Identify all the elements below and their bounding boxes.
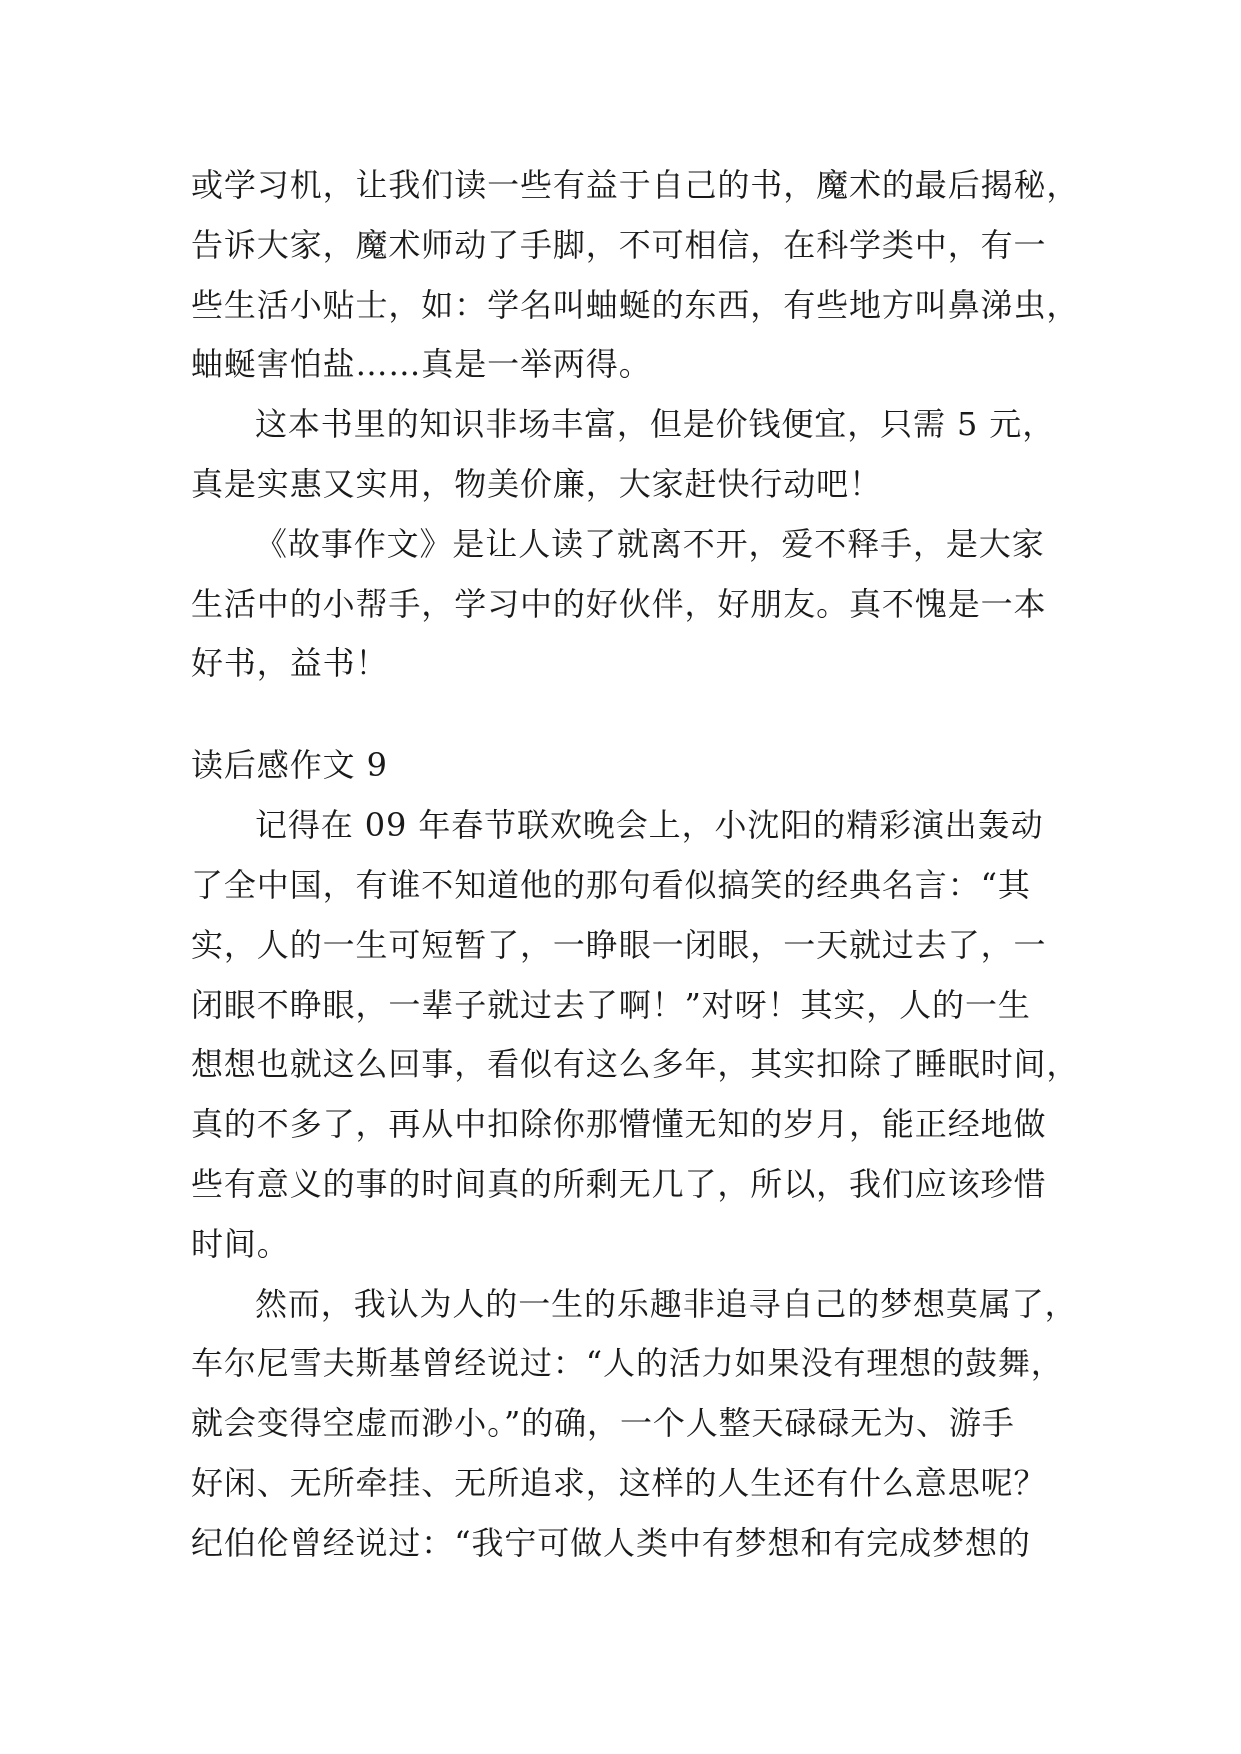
text-line-17: 些有意义的事的时间真的所剩无几了，所以，我们应该珍惜 [191,1165,1047,1203]
text-line-5: 这本书里的知识非场丰富，但是价钱便宜，只需 5 元， [255,405,1056,443]
text-line-4: 蚰蜒害怕盐……真是一举两得。 [191,345,652,383]
text-line-13: 实，人的一生可短暂了，一睁眼一闭眼，一天就过去了，一 [191,926,1047,964]
text-line-8: 生活中的小帮手，学习中的好伙伴，好朋友。真不愧是一本 [191,585,1047,623]
text-line-23: 纪伯伦曾经说过：“我宁可做人类中有梦想和有完成梦想的 [191,1524,1031,1562]
section-heading: 读后感作文 9 [191,746,388,784]
text-line-7: 《故事作文》是让人读了就离不开，爱不释手，是大家 [255,525,1045,563]
text-line-1: 或学习机，让我们读一些有益于自己的书，魔术的最后揭秘， [191,166,1080,204]
text-line-9: 好书，益书！ [191,644,389,682]
text-line-14: 闭眼不睁眼，一辈子就过去了啊！”对呀！其实，人的一生 [191,986,1031,1024]
text-line-22: 好闲、无所牵挂、无所追求，这样的人生还有什么意思呢？ [191,1464,1047,1502]
text-line-16: 真的不多了，再从中扣除你那懵懂无知的岁月，能正经地做 [191,1105,1047,1143]
text-line-15: 想想也就这么回事，看似有这么多年，其实扣除了睡眠时间， [191,1045,1080,1083]
text-line-19: 然而，我认为人的一生的乐趣非追寻自己的梦想莫属了， [255,1285,1078,1323]
text-line-18: 时间。 [191,1225,290,1263]
text-line-6: 真是实惠又实用，物美价廉，大家赶快行动吧！ [191,465,882,503]
text-line-3: 些生活小贴士，如：学名叫蚰蜒的东西，有些地方叫鼻涕虫， [191,286,1080,324]
text-line-20: 车尔尼雪夫斯基曾经说过：“人的活力如果没有理想的鼓舞， [191,1344,1064,1382]
text-line-21: 就会变得空虚而渺小。”的确，一个人整天碌碌无为、游手 [191,1404,1015,1442]
text-line-2: 告诉大家，魔术师动了手脚，不可相信，在科学类中，有一 [191,226,1047,264]
text-line-12: 了全中国，有谁不知道他的那句看似搞笑的经典名言：“其 [191,866,1031,904]
text-line-11: 记得在 09 年春节联欢晚会上，小沈阳的精彩演出轰动 [255,806,1044,844]
